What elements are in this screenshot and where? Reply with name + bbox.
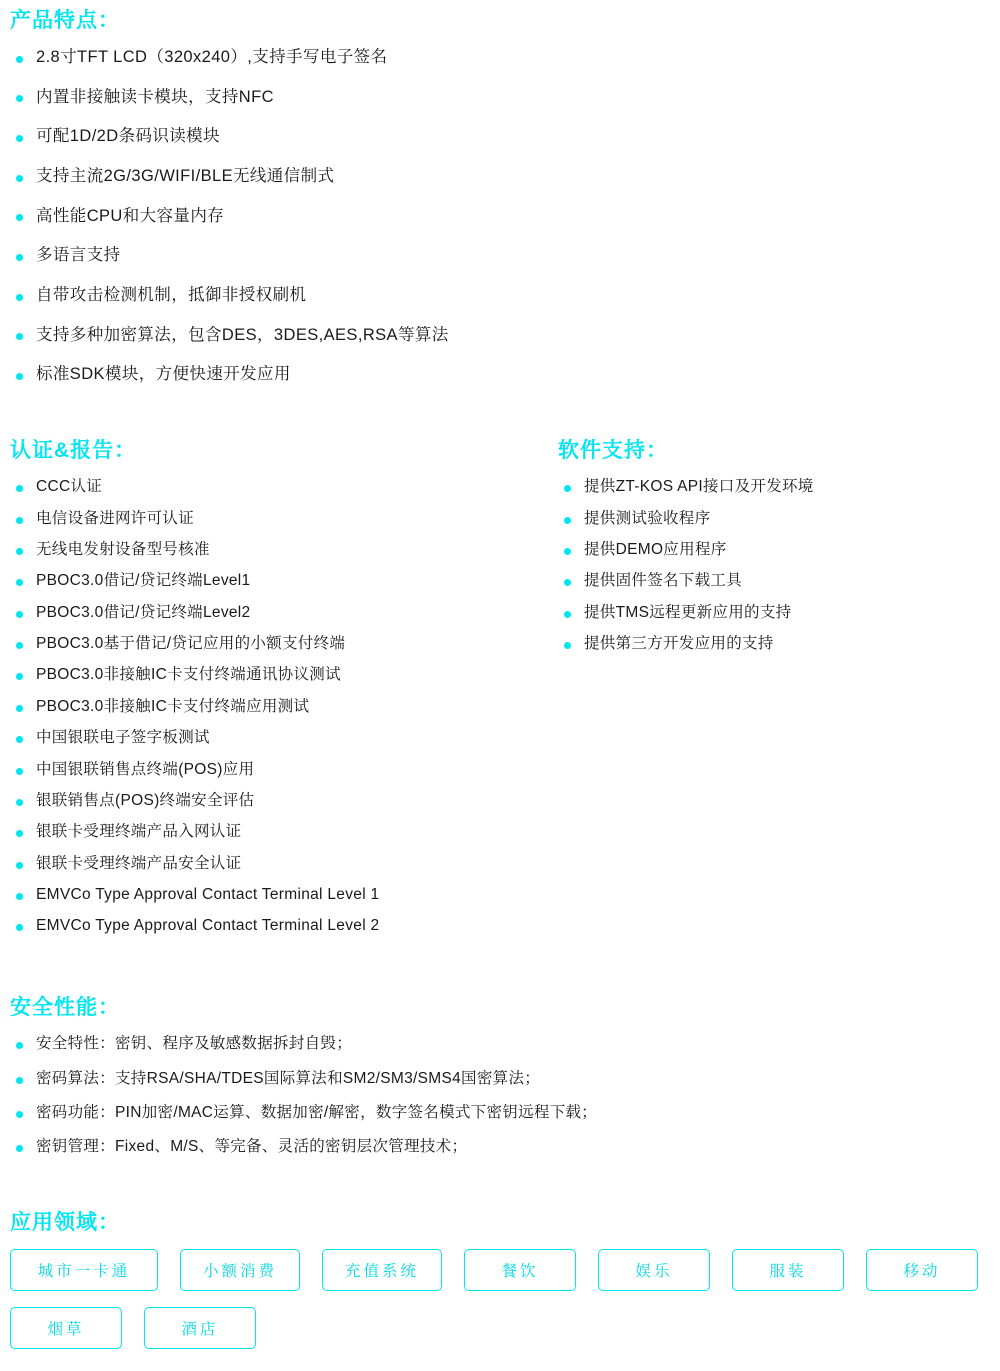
security-title: 安全性能： [10,996,120,1019]
list-item: PBOC3.0借记/贷记终端Level1 [10,571,550,590]
list-item: 密码功能：PIN加密/MAC运算、数据加密/解密，数字签名模式下密钥远程下载； [10,1103,970,1122]
list-item: 提供测试验收程序 [558,509,978,528]
list-item: 2.8寸TFT LCD（320x240）,支持手写电子签名 [10,47,710,68]
software-support-section [558,438,978,665]
list-item: 多语言支持 [10,245,710,266]
features-section [10,8,710,404]
list-item: 可配1D/2D条码识读模块 [10,126,710,147]
certification-title: 认证&报告： [10,439,137,462]
list-item: 提供DEMO应用程序 [558,540,978,559]
application-tag: 充值系统 [322,1249,442,1291]
list-item: PBOC3.0借记/贷记终端Level2 [10,603,550,622]
list-item: 密码算法：支持RSA/SHA/TDES国际算法和SM2/SM3/SMS4国密算法； [10,1069,970,1088]
list-item: 银联销售点(POS)终端安全评估 [10,791,550,810]
application-tag: 移动 [866,1249,978,1291]
list-item: 提供TMS远程更新应用的支持 [558,603,978,622]
software-support-title: 软件支持： [558,439,668,462]
list-item: 内置非接触读卡模块，支持NFC [10,87,710,108]
list-item: 自带攻击检测机制，抵御非授权刷机 [10,285,710,306]
list-item: PBOC3.0非接触IC卡支付终端应用测试 [10,697,550,716]
list-item: PBOC3.0非接触IC卡支付终端通讯协议测试 [10,665,550,684]
application-tag: 烟草 [10,1307,122,1349]
software-support-list [558,477,978,653]
list-item: CCC认证 [10,477,550,496]
application-tag: 城市一卡通 [10,1249,158,1291]
list-item: 无线电发射设备型号核准 [10,540,550,559]
list-item: EMVCo Type Approval Contact Terminal Level 2 [10,916,550,935]
security-section [10,995,970,1172]
applications-section [10,1210,990,1349]
certification-section [10,438,550,948]
application-tag: 娱乐 [598,1249,710,1291]
list-item: 中国银联销售点终端(POS)应用 [10,760,550,779]
list-item: 提供固件签名下载工具 [558,571,978,590]
list-item: PBOC3.0基于借记/贷记应用的小额支付终端 [10,634,550,653]
list-item: EMVCo Type Approval Contact Terminal Level 1 [10,885,550,904]
list-item: 银联卡受理终端产品安全认证 [10,854,550,873]
list-item: 支持多种加密算法，包含DES，3DES,AES,RSA等算法 [10,325,710,346]
application-tag: 服装 [732,1249,844,1291]
features-list [10,47,710,385]
list-item: 标准SDK模块，方便快速开发应用 [10,364,710,385]
list-item: 高性能CPU和大容量内存 [10,206,710,227]
features-title: 产品特点： [10,9,120,32]
list-item: 银联卡受理终端产品入网认证 [10,822,550,841]
application-tag: 酒店 [144,1307,256,1349]
list-item: 提供第三方开发应用的支持 [558,634,978,653]
list-item: 密钥管理：Fixed、M/S、等完备、灵活的密钥层次管理技术； [10,1137,970,1156]
certification-list [10,477,550,936]
application-tag: 小额消费 [180,1249,300,1291]
application-tag-list [10,1249,990,1349]
application-tag: 餐饮 [464,1249,576,1291]
security-list [10,1034,970,1157]
applications-title: 应用领域： [10,1211,120,1234]
list-item: 支持主流2G/3G/WIFI/BLE无线通信制式 [10,166,710,187]
list-item: 提供ZT-KOS API接口及开发环境 [558,477,978,496]
list-item: 安全特性：密钥、程序及敏感数据拆封自毁； [10,1034,970,1053]
list-item: 电信设备进网许可认证 [10,509,550,528]
list-item: 中国银联电子签字板测试 [10,728,550,747]
